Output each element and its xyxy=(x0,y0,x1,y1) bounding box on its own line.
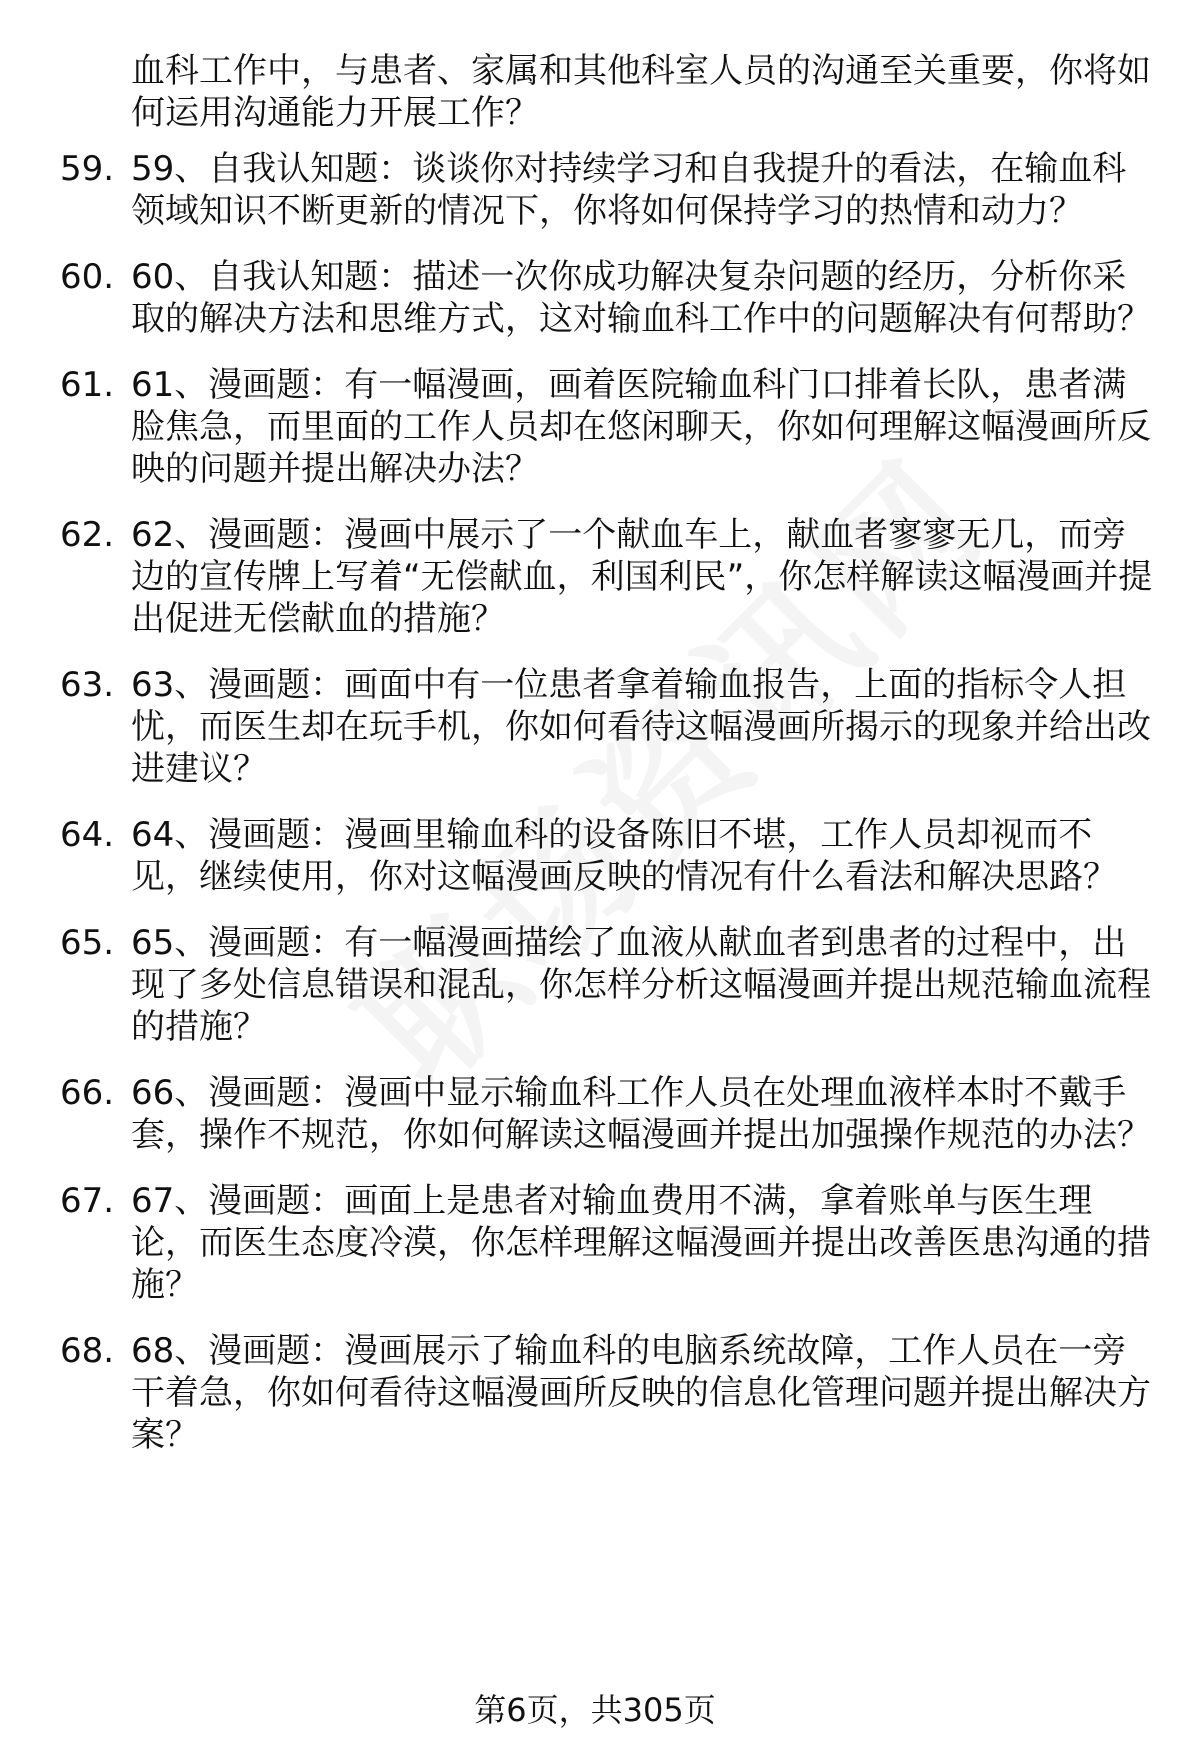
item-number: 60. xyxy=(60,257,115,297)
item-text: 67、漫画题：画面上是患者对输血费用不满，拿着账单与医生理论，而医生态度冷漠，你怎样理解这幅漫画并提出改善医患沟通的措施？ xyxy=(131,1181,1151,1305)
item-text: 64、漫画题：漫画里输血科的设备陈旧不堪，工作人员却视而不见，继续使用，你对这幅漫画反映的情况有什么看法和解决思路？ xyxy=(131,815,1117,897)
list-item xyxy=(60,148,1160,232)
item-number: 62. xyxy=(60,515,115,555)
item-number: 64. xyxy=(60,815,115,855)
list-item xyxy=(60,1330,1160,1456)
item-text: 61、漫画题：有一幅漫画，画着医院输血科门口排着长队，患者满脸焦急，而里面的工作人员却在悠闲聊天，你如何理解这幅漫画所反映的问题并提出解决办法？ xyxy=(131,365,1151,489)
item-number: 59. xyxy=(60,149,115,189)
item-number: 63. xyxy=(60,665,115,705)
list-item xyxy=(60,514,1160,640)
item-text: 62、漫画题：漫画中展示了一个献血车上，献血者寥寥无几，而旁边的宣传牌上写着“无偿献血，利国利民”，你怎样解读这幅漫画并提出促进无偿献血的措施？ xyxy=(131,515,1153,639)
item-text: 66、漫画题：漫画中显示输血科工作人员在处理血液样本时不戴手套，操作不规范，你如何解读这幅漫画并提出加强操作规范的办法？ xyxy=(131,1073,1151,1155)
list-item xyxy=(60,364,1160,490)
item-text: 68、漫画题：漫画展示了输血科的电脑系统故障，工作人员在一旁干着急，你如何看待这幅漫画所反映的信息化管理问题并提出解决方案？ xyxy=(131,1331,1151,1455)
item-text: 59、自我认知题：谈谈你对持续学习和自我提升的看法，在输血科领域知识不断更新的情况下，你将如何保持学习的热情和动力？ xyxy=(131,149,1127,231)
continued-question-text: 血科工作中，与患者、家属和其他科室人员的沟通至关重要，你将如何运用沟通能力开展工作？ xyxy=(131,51,1151,133)
list-item xyxy=(60,1180,1160,1306)
item-text: 60、自我认知题：描述一次你成功解决复杂问题的经历，分析你采取的解决方法和思维方式，这对输血科工作中的问题解决有何帮助？ xyxy=(131,257,1151,339)
list-item xyxy=(60,664,1160,790)
list-item xyxy=(60,922,1160,1048)
item-text: 63、漫画题：画面中有一位患者拿着输血报告，上面的指标令人担忧，而医生却在玩手机，你如何看待这幅漫画所揭示的现象并给出改进建议？ xyxy=(131,665,1151,789)
page-footer: 第6页，共305页 xyxy=(474,1691,716,1729)
list-item xyxy=(60,814,1160,898)
item-number: 66. xyxy=(60,1073,115,1113)
item-number: 61. xyxy=(60,365,115,405)
question-list xyxy=(60,50,1160,1480)
list-item xyxy=(60,256,1160,340)
item-number: 67. xyxy=(60,1181,115,1221)
item-number: 65. xyxy=(60,923,115,963)
item-text: 65、漫画题：有一幅漫画描绘了血液从献血者到患者的过程中，出现了多处信息错误和混乱，你怎样分析这幅漫画并提出规范输血流程的措施？ xyxy=(131,923,1151,1047)
item-number: 68. xyxy=(60,1331,115,1371)
list-item xyxy=(60,1072,1160,1156)
